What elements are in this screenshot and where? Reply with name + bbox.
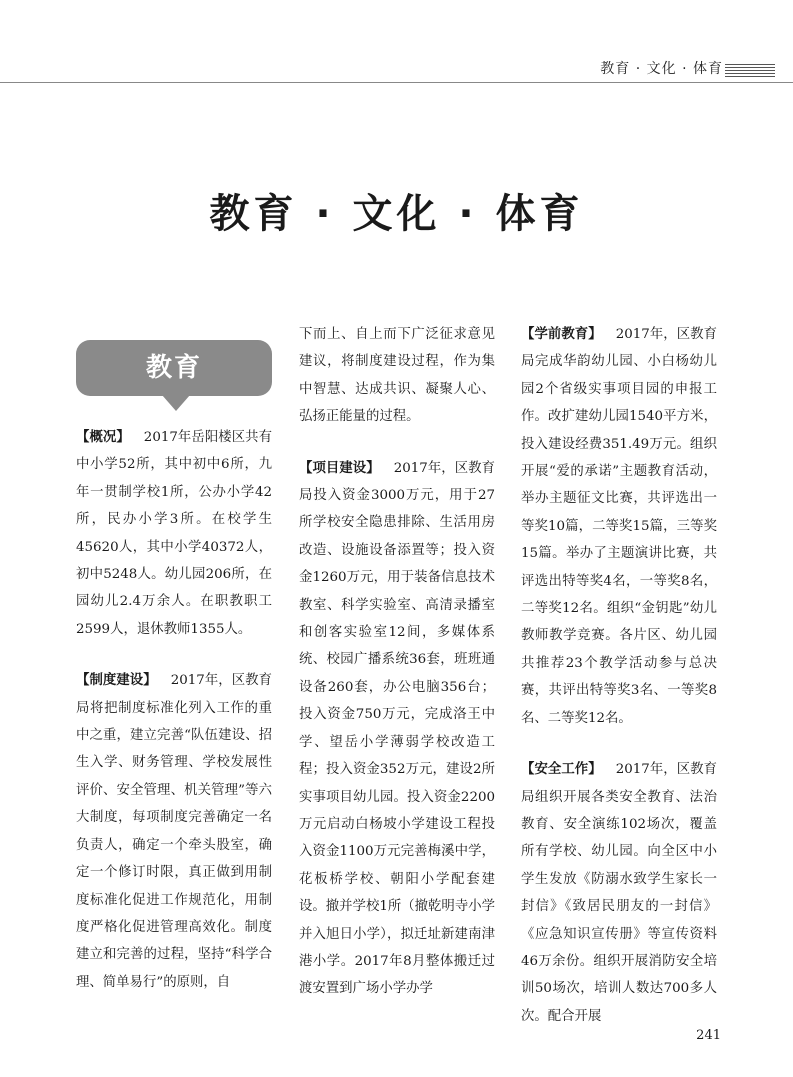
paragraph-project xyxy=(299,455,495,1003)
paragraph-system-continued xyxy=(299,321,495,431)
paragraph-text: 2017年，区教育局组织开展各类安全教育、法治教育、安全演练102场次，覆盖所有学校、幼儿园。向全区中小学生发放《防溺水致学生家长一封信》《致居民朋友的一封信》《应急知识宣传册》等宣传资料46万余份。组织开展消防安全培训50场次，培训人数达700多人次。配合开展 xyxy=(521,762,718,1024)
paragraph-heading: 【安全工作】 xyxy=(521,762,602,778)
paragraph-text: 2017年，区教育局完成华韵幼儿园、小白杨幼儿园2个省级实事项目园的申报工作。改扩建幼儿园1540平方米，投入建设经费351.49万元。组织开展“爱的承诺”主题教育活动，举办主题征文比赛，共评选出一等奖10篇，二等奖15篇，三等奖15篇。举办了主题演讲比赛，共评选出特等奖4名，一等奖8名，二等奖12名。组织“金钥匙”幼儿教师教学竞赛。各片区、幼儿园共推荐23个教学活动参与总决赛，共评出特等奖3名、一等奖8名、二等奖12名。 xyxy=(521,327,718,726)
section-badge: 教育 xyxy=(76,340,272,396)
section-badge-pointer xyxy=(162,395,190,411)
paragraph-heading: 【学前教育】 xyxy=(521,327,602,342)
paragraph-text: 下而上、自上而下广泛征求意见建议，将制度建设过程，作为集中智慧、达成共识、凝聚人心、弘扬正能量的过程。 xyxy=(299,327,495,425)
column-2 xyxy=(299,321,495,1027)
paragraph-text: 2017年，区教育局投入资金3000万元，用于27所学校安全隐患排除、生活用房改造、设施设备添置等；投入资金1260万元，用于装备信息技术教室、科学实验室、高清录播室和创客实验室12间，多媒体系统、校园广播系统36套，班班通设备260套，办公电脑356台；投入资金750万元，完成洛王中学、望岳小学薄弱学校改造工程；投入资金352万元，建设2所实事项目幼儿园。投入资金2200万元启动白杨坡小学建设工程投入资金1100万元完善梅溪中学，花板桥学校、朝阳小学配套建设。撤并学校1所（撤乾明寺小学并入旭日小学），拟迁址新建南津港小学。2017年8月整体搬迁过渡安置到广场小学办学 xyxy=(299,460,496,997)
paragraph-safety xyxy=(521,756,717,1030)
paragraph-preschool xyxy=(521,321,717,732)
paragraph-system xyxy=(76,667,272,996)
column-1 xyxy=(76,424,272,1020)
header-decoration-lines xyxy=(725,64,775,79)
header-rule xyxy=(0,82,793,83)
paragraph-text: 2017年岳阳楼区共有中小学52所，其中初中6所，九年一贯制学校1所，公办小学42所，民办小学3所。在校学生45620人，其中小学40372人，初中5248人。幼儿园206所，在园幼儿2.4万余人。在职教职工2599人，退休教师1355人。 xyxy=(76,430,273,637)
page-number: 241 xyxy=(696,1028,721,1043)
paragraph-heading: 【概况】 xyxy=(76,430,130,445)
running-head: 教育 · 文化 · 体育 xyxy=(600,61,723,77)
paragraph-text: 2017年，区教育局将把制度标准化列入工作的重中之重，建立完善“队伍建设、招生入学、财务管理、学校发展性评价、安全管理、机关管理”等六大制度，每项制度完善确定一名负责人，确定一个牵头股室，确定一个修订时限，真正做到用制度标准化促进工作规范化，用制度严格化促进管理高效化。制度建立和完善的过程，坚持“科学合理、简单易行”的原则，自 xyxy=(76,673,273,990)
paragraph-overview xyxy=(76,424,272,643)
chapter-title: 教育 · 文化 · 体育 xyxy=(209,191,584,237)
paragraph-heading: 【制度建设】 xyxy=(76,673,157,689)
paragraph-heading: 【项目建设】 xyxy=(299,460,380,476)
column-3 xyxy=(521,321,717,1054)
